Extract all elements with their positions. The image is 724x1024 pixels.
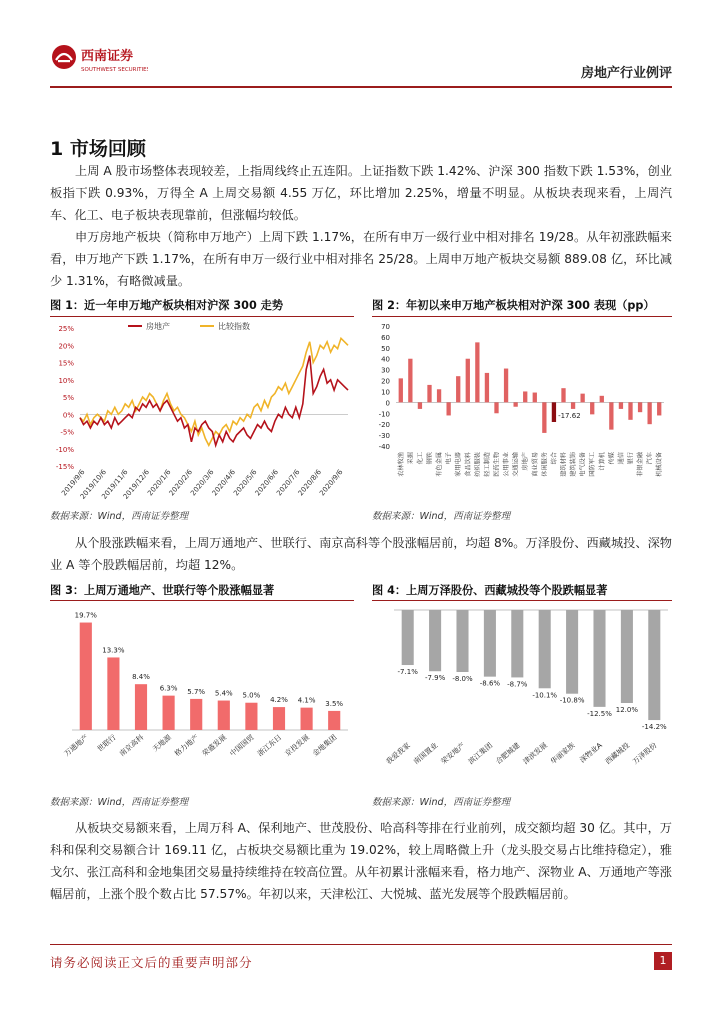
fig1-y-tick: 25% [58, 325, 74, 333]
section-title: 1 市场回顾 [50, 138, 146, 160]
fig3-value-label: 8.4% [132, 673, 150, 682]
fig2-bar [427, 385, 431, 402]
fig4-x-tick: 滨江集团 [466, 740, 495, 767]
fig3-bar [190, 699, 202, 730]
fig2-bar [466, 359, 470, 403]
fig2-y-tick: 0 [385, 399, 390, 408]
fig2-y-tick: 70 [381, 323, 390, 331]
fig1-x-tick: 2020/7/6 [275, 468, 302, 498]
fig1-x-tick: 2019/10/6 [78, 468, 109, 500]
fig2-x-tick: 汽车 [646, 452, 654, 465]
fig2-source: 数据来源：Wind，西南证券整理 [372, 511, 511, 522]
footer-divider [50, 944, 672, 945]
fig3-value-label: 19.7% [74, 611, 97, 620]
fig4-value-label: -14.2% [641, 723, 667, 732]
fig2-x-tick: 纺织服装 [474, 452, 482, 477]
fig4-value-label: -7.9% [424, 674, 446, 683]
fig2-x-tick: 医药生物 [493, 452, 501, 477]
fig1-y-tick: 0% [62, 411, 74, 420]
fig4-x-tick: 万泽股份 [630, 740, 659, 767]
fig2-x-tick: 通信 [617, 452, 625, 465]
fig2-y-tick: 40 [381, 355, 390, 364]
fig1-series-line [80, 338, 348, 445]
fig2-bar [590, 402, 594, 414]
fig4-bar [511, 610, 523, 677]
fig1-series-line [80, 356, 348, 446]
header-divider [50, 86, 672, 88]
fig2-title: 图 2：年初以来申万地产板块相对沪深 300 表现（pp） [372, 299, 655, 312]
fig1-x-tick: 2020/1/6 [146, 468, 173, 498]
fig2-bar [533, 393, 537, 403]
fig4-value-label: -10.1% [532, 691, 558, 700]
fig4-x-tick: 华丽家族 [548, 740, 577, 767]
fig3-x-tick: 金地集团 [310, 732, 339, 759]
fig2-bar [628, 402, 632, 419]
company-logo [50, 42, 148, 76]
fig2-bar [619, 402, 623, 409]
fig4-divider [372, 600, 672, 601]
fig2-divider [372, 316, 672, 317]
fig2-bar [504, 369, 508, 403]
fig1-x-tick: 2020/4/6 [210, 468, 238, 498]
fig1-y-tick: -5% [60, 428, 74, 437]
fig1-x-tick: 2019/9/6 [60, 468, 87, 498]
fig4-value-label: -12.5% [587, 709, 612, 718]
fig1-x-tick: 2019/11/6 [100, 468, 130, 500]
fig2-bar [580, 394, 584, 403]
fig2-bar [399, 378, 403, 402]
fig4-x-tick: 合肥城建 [493, 740, 522, 767]
fig2-bar [561, 388, 565, 402]
fig2-x-tick: 综合 [550, 452, 558, 465]
fig2-y-tick: -30 [378, 432, 390, 441]
fig4-bar [539, 610, 551, 688]
fig1-x-tick: 2020/3/6 [189, 468, 216, 498]
fig3-bar [80, 623, 92, 730]
fig2-x-tick: 传媒 [608, 452, 616, 465]
fig2-x-tick: 农林牧渔 [397, 452, 405, 477]
fig3-value-label: 4.1% [297, 696, 316, 705]
fig3-x-tick: 天地源 [150, 732, 173, 754]
fig4-bar [456, 610, 468, 672]
fig3-chart [50, 602, 354, 788]
fig2-x-tick: 国防军工 [589, 452, 597, 477]
fig2-x-tick: 家用电器 [455, 452, 463, 477]
fig4-bar [566, 610, 578, 694]
paragraph-trading-volume: 从板块交易额来看，上周万科 A、保利地产、世茂股份、哈高科等排在行业前列，成交额均超 30 亿。其中，万科和保利交易额合计 169.11 亿，占板块交易额比重为 19.02%，较上周略微上升（龙头股交易占比维持稳定），雅戈尔、张江高科和金地集团交易量持续维持在较高位置。从年初累计涨幅来看，格力地产、深物业 A、万通地产等涨幅居前，上涨个股个数占比 57.57%。年初以来，天津松江、大悦城、蓝光发展等个股跌幅居前。 [50, 821, 672, 901]
fig3-x-tick: 格力地产 [172, 732, 201, 759]
fig2-bar [513, 402, 517, 406]
fig2-x-tick: 轻工制造 [483, 452, 491, 477]
fig2-y-tick: 30 [381, 366, 390, 375]
fig2-x-tick: 电子 [445, 452, 453, 465]
logo-en-text: SOUTHWEST SECURITIES [81, 67, 148, 73]
fig3-x-tick: 京投发展 [283, 732, 311, 759]
fig1-y-tick: -15% [55, 463, 74, 471]
fig4-bar [648, 610, 660, 720]
fig3-divider [50, 600, 354, 601]
fig4-value-label: -8.6% [479, 679, 501, 688]
fig4-bar [429, 610, 441, 671]
fig2-highlight-label: -17.62 [558, 412, 581, 420]
fig2-x-tick: 钢铁 [426, 452, 434, 465]
fig1-legend-label: 比较指数 [218, 322, 250, 331]
fig3-value-label: 3.5% [325, 699, 344, 708]
fig1-y-tick: 5% [62, 394, 74, 402]
fig2-x-tick: 采掘 [407, 452, 415, 465]
fig2-x-tick: 房地产 [522, 452, 530, 471]
fig2-bar [408, 359, 412, 403]
fig2-bar [437, 389, 441, 402]
fig4-value-label: -8.7% [507, 680, 528, 689]
fig2-bar [600, 396, 604, 403]
fig3-x-tick: 万通地产 [62, 732, 91, 759]
fig2-bar [485, 373, 489, 402]
fig4-x-tick: 南国置业 [411, 740, 440, 767]
fig2-x-tick: 建筑材料 [560, 452, 568, 477]
fig2-x-tick: 电气设备 [579, 452, 587, 477]
fig4-value-label: -10.8% [559, 696, 585, 705]
fig2-x-tick: 公用事业 [503, 452, 511, 477]
fig2-bar [494, 402, 498, 413]
paragraph-market-summary: 上周 A 股市场整体表现较差，上指周线终止五连阳。上证指数下跌 1.42%、沪深 300 指数下跌 1.53%，创业板指下跌 0.93%，万得全 A 上周交易额 4.55 万亿，环比增加 2.25%，增量不明显。从板块表现来看，上周汽车、化工、电子板块表现靠前，但涨幅均较低。 [50, 164, 672, 222]
fig2-bar [523, 391, 527, 402]
fig1-y-tick: 20% [58, 342, 74, 351]
fig4-bar [402, 610, 414, 665]
logo-cn-text: 西南证券 [81, 49, 134, 64]
fig4-x-tick: 西藏城投 [603, 740, 632, 767]
fig2-y-tick: -20 [378, 421, 390, 430]
fig1-x-tick: 2019/12/6 [121, 468, 152, 500]
fig3-value-label: 13.3% [102, 646, 125, 655]
fig4-chart [372, 602, 672, 788]
paragraph-sector-summary: 申万房地产板块（简称申万地产）上周下跌 1.17%，在所有申万一级行业中相对排名 19/28。从年初涨跌幅来看，申万地产下跌 1.17%，在所有申万一级行业中相对排名 25/28。上周申万地产板块交易额 889.08 亿，环比减少 1.31%，有略微减量。 [50, 230, 672, 288]
fig2-x-tick: 非银金融 [637, 452, 645, 477]
fig1-source: 数据来源：Wind，西南证券整理 [50, 511, 189, 522]
fig2-y-tick: -40 [378, 443, 390, 451]
fig3-x-tick: 南京高科 [117, 732, 146, 759]
fig3-bar [107, 657, 119, 730]
fig2-chart [372, 318, 672, 504]
fig4-x-tick: 荣安地产 [438, 740, 467, 767]
fig3-bar [218, 701, 230, 730]
fig2-bar [657, 402, 661, 415]
fig2-x-tick: 休闲服务 [541, 452, 549, 477]
fig2-bar [542, 402, 546, 433]
fig3-source: 数据来源：Wind，西南证券整理 [50, 797, 189, 808]
fig3-value-label: 5.4% [214, 689, 233, 698]
fig2-y-tick: 20 [381, 377, 390, 386]
fig2-y-tick: 10 [381, 388, 390, 397]
fig1-y-tick: 10% [58, 376, 74, 385]
fig2-x-tick: 交通运输 [512, 452, 520, 477]
fig4-source: 数据来源：Wind，西南证券整理 [372, 797, 511, 808]
fig2-x-tick: 计算机 [598, 452, 606, 471]
fig1-divider [50, 316, 354, 317]
page-number: 1 [654, 952, 672, 970]
fig4-bar [484, 610, 496, 677]
fig3-bar [273, 707, 285, 730]
fig1-chart [50, 318, 354, 504]
fig4-value-label: -7.1% [397, 668, 418, 677]
fig1-x-tick: 2020/6/6 [253, 468, 281, 498]
fig4-value-label: 12.0% [615, 706, 639, 714]
fig2-bar [552, 402, 556, 422]
fig1-title: 图 1：近一年申万地产板块相对沪深 300 走势 [50, 299, 284, 312]
fig1-y-tick: 15% [58, 359, 74, 368]
fig2-x-tick: 银行 [627, 452, 635, 465]
fig2-x-tick: 商业贸易 [531, 452, 539, 477]
fig4-x-tick: 我爱我家 [384, 740, 412, 767]
fig4-value-label: -8.0% [452, 675, 473, 683]
fig3-value-label: 5.0% [242, 691, 261, 700]
fig1-legend-label: 房地产 [146, 322, 170, 331]
fig2-bar [609, 402, 613, 429]
fig1-x-tick: 2020/8/6 [296, 468, 324, 498]
fig3-x-tick: 浙江东日 [255, 732, 284, 759]
footer-disclaimer: 请务必阅读正文后的重要声明部分 [50, 955, 253, 970]
fig2-x-tick: 食品饮料 [464, 452, 472, 477]
fig3-x-tick: 中国国贸 [227, 732, 256, 759]
fig3-title: 图 3：上周万通地产、世联行等个股涨幅显著 [50, 584, 275, 597]
fig2-x-tick: 化工 [416, 452, 424, 465]
fig3-value-label: 4.2% [270, 696, 288, 705]
fig3-value-label: 5.7% [187, 687, 206, 696]
fig1-x-tick: 2020/5/6 [232, 468, 259, 498]
fig3-bar [163, 696, 175, 730]
fig4-bar [593, 610, 605, 707]
fig3-value-label: 6.3% [159, 684, 178, 693]
fig3-x-tick: 荣盛发展 [200, 732, 229, 759]
fig3-bar [245, 703, 257, 730]
fig2-bar [475, 342, 479, 402]
fig3-bar [301, 708, 313, 730]
fig2-y-tick: 50 [381, 344, 390, 353]
fig4-x-tick: 津滨发展 [521, 740, 549, 767]
fig2-bar [571, 402, 575, 409]
fig2-bar [446, 402, 450, 415]
report-type: 房地产行业例评 [580, 66, 672, 81]
fig1-x-tick: 2020/2/6 [167, 468, 195, 498]
fig4-title: 图 4：上周万泽股份、西藏城投等个股跌幅显著 [372, 584, 608, 597]
fig1-x-tick: 2020/9/6 [318, 468, 345, 498]
fig2-x-tick: 建筑装饰 [570, 452, 578, 477]
fig4-bar [621, 610, 633, 703]
fig2-y-tick: -10 [378, 410, 390, 419]
fig2-x-tick: 机械设备 [656, 452, 664, 477]
fig2-x-tick: 有色金属 [436, 452, 444, 477]
fig1-y-tick: -10% [55, 445, 74, 454]
fig2-bar [638, 402, 642, 412]
fig2-bar [456, 376, 460, 402]
fig3-bar [135, 684, 147, 730]
fig4-x-tick: 深物业A [577, 740, 604, 765]
fig2-bar [647, 402, 651, 424]
fig3-x-tick: 世联行 [95, 732, 118, 754]
fig2-bar [418, 402, 422, 409]
fig2-y-tick: 60 [381, 333, 390, 342]
fig3-bar [328, 711, 340, 730]
paragraph-stock-movers: 从个股涨跌幅来看，上周万通地产、世联行、南京高科等个股涨幅居前，均超 8%。万泽股份、西藏城投、深物业 A 等个股跌幅居前，均超 12%。 [50, 536, 672, 572]
